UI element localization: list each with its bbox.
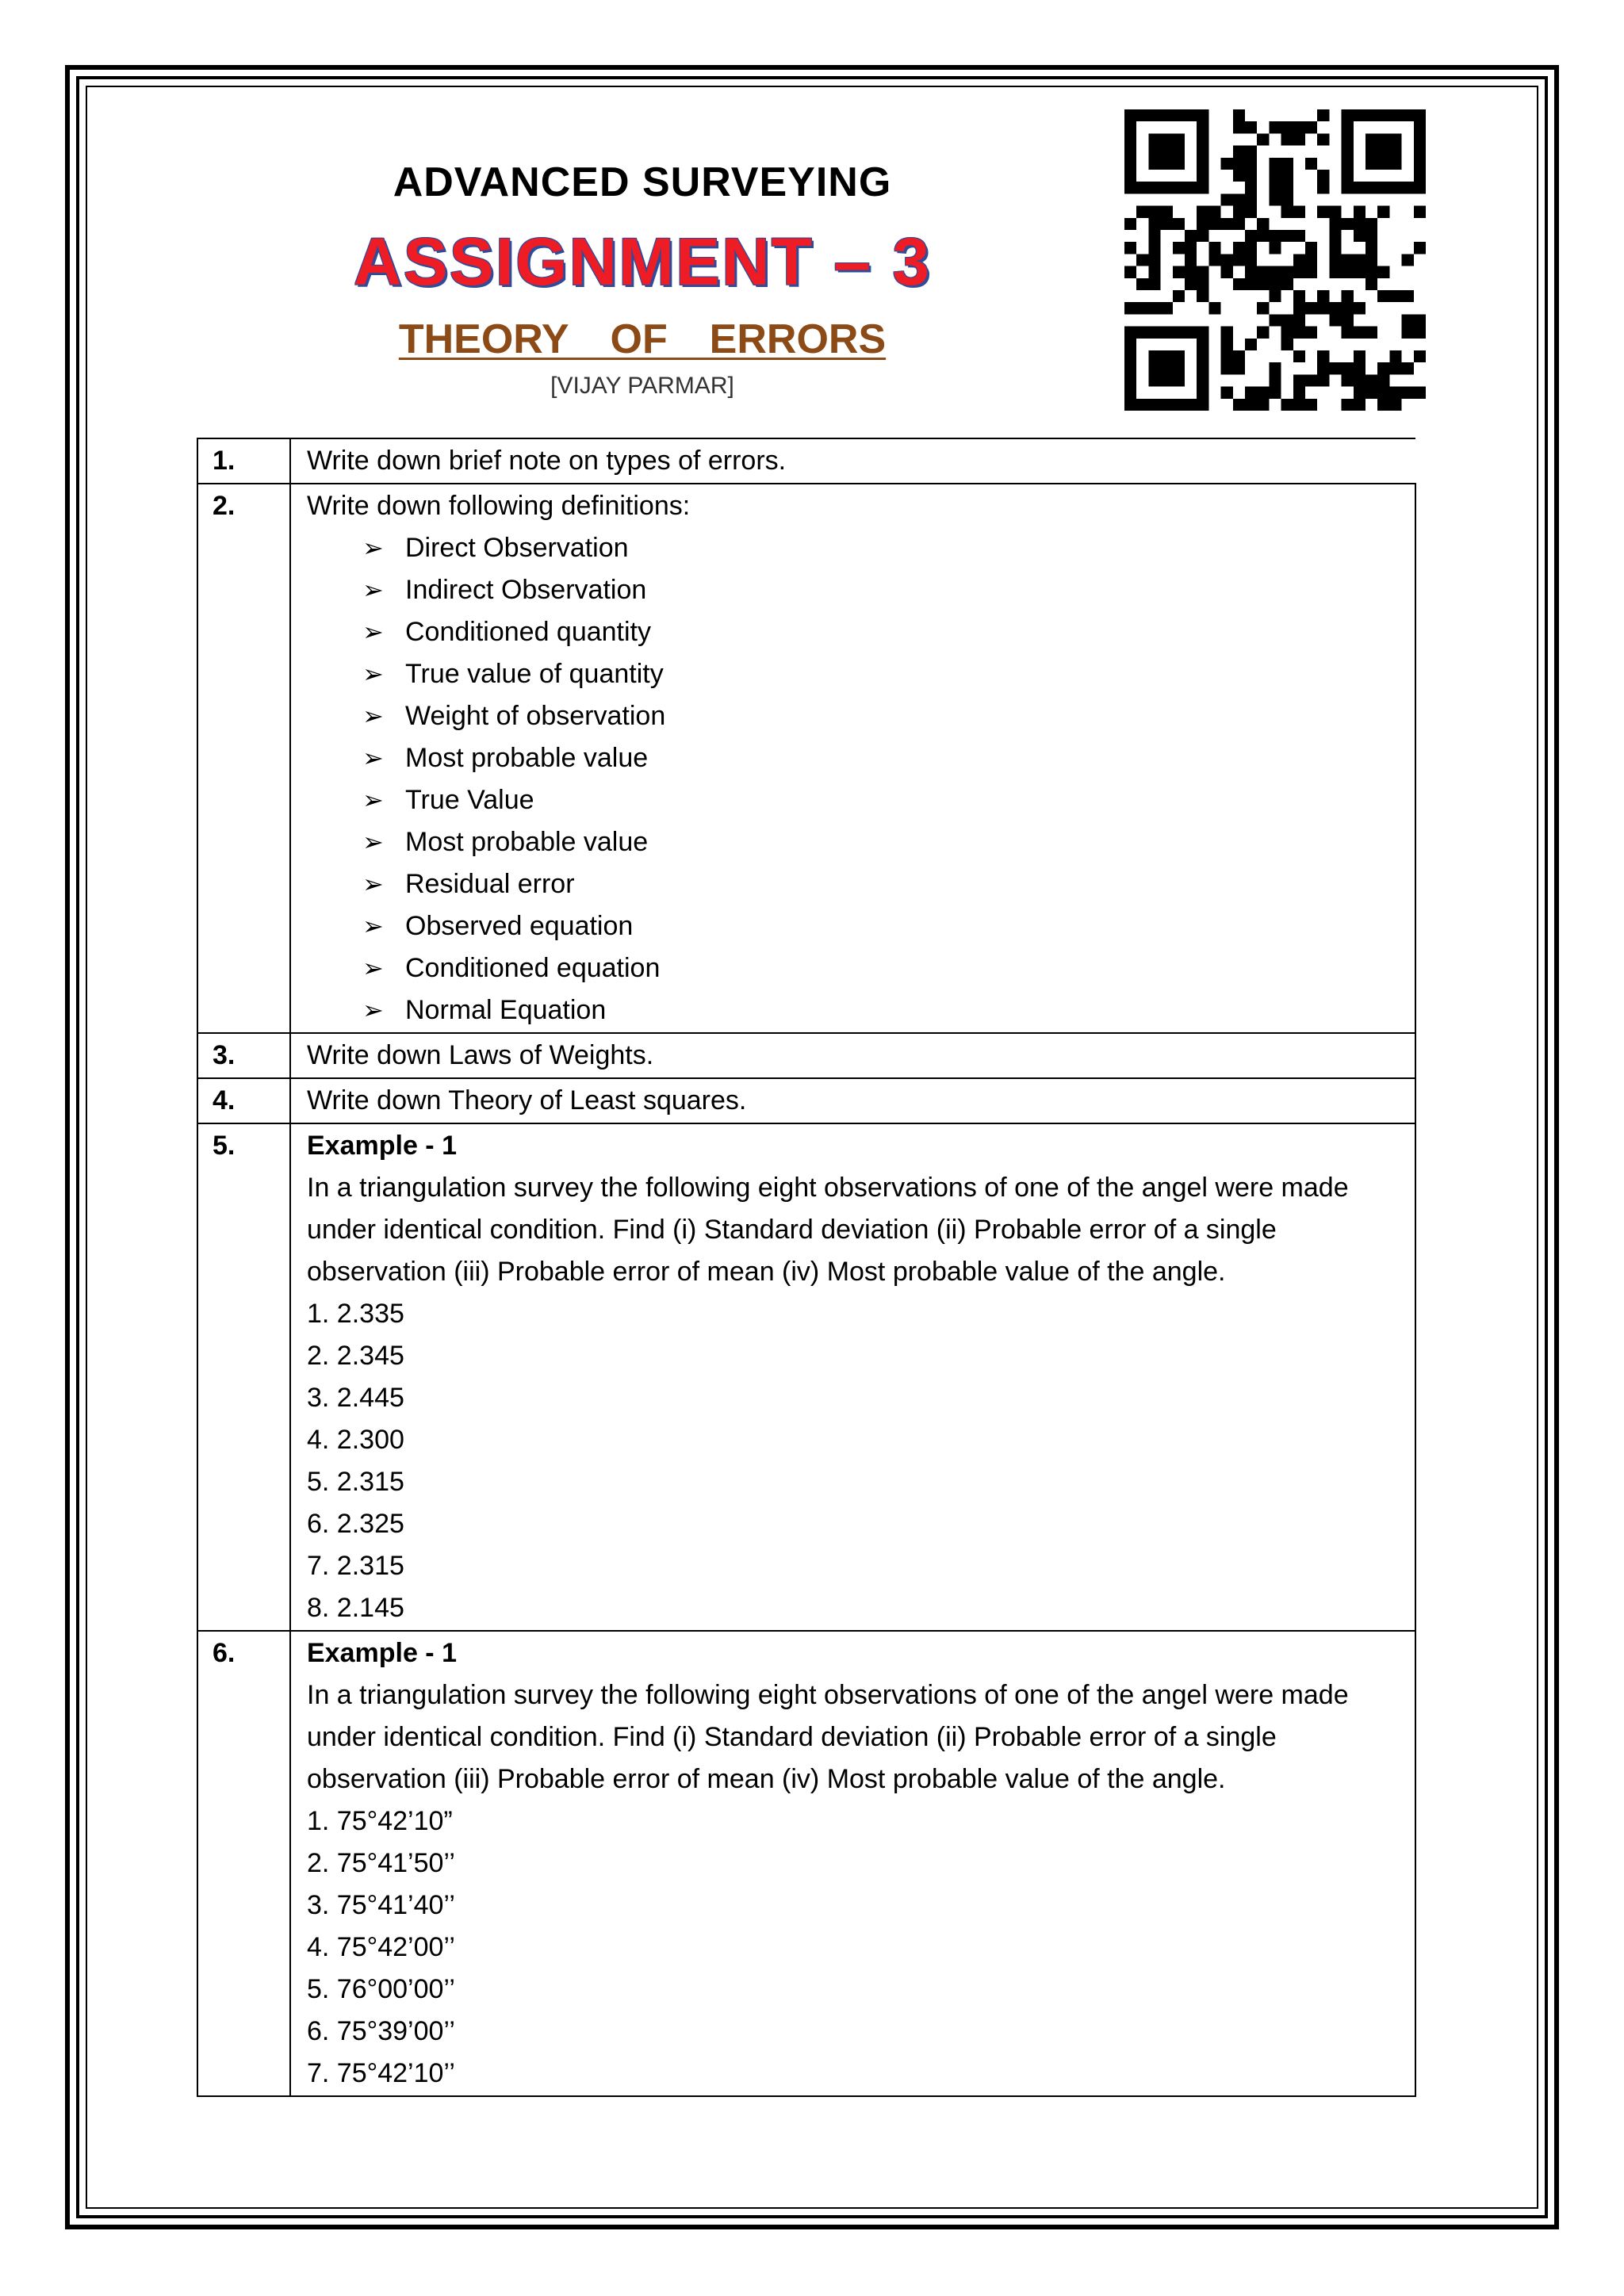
observation-item: 6. 75°39’00’’ — [307, 2016, 455, 2046]
question-text: Write down Theory of Least squares. — [290, 1078, 1415, 1123]
definition-item: ➢ Direct Observation — [362, 527, 1405, 569]
question-row — [197, 1033, 1415, 1078]
arrowhead-bullet-icon: ➢ — [362, 828, 384, 856]
arrowhead-bullet-icon: ➢ — [362, 702, 384, 730]
arrowhead-bullet-icon: ➢ — [362, 534, 384, 562]
definition-item: ➢ Conditioned quantity — [362, 611, 1405, 653]
observation-item: 3. 75°41’40’’ — [307, 1890, 455, 1920]
observation-item: 1. 75°42’10” — [307, 1806, 453, 1836]
question-row — [197, 1078, 1415, 1123]
observation-item: 4. 75°42’00’’ — [307, 1932, 455, 1962]
definition-item: ➢ Normal Equation — [362, 989, 1405, 1031]
observation-item: 8. 2.145 — [307, 1593, 404, 1623]
author-name: [VIJAY PARMAR] — [550, 373, 734, 399]
arrowhead-bullet-icon: ➢ — [362, 576, 384, 604]
definition-item: ➢ Indirect Observation — [362, 569, 1405, 611]
observation-item: 6. 2.325 — [307, 1509, 404, 1539]
question-number: 1. — [197, 438, 290, 484]
question-text: Write down Laws of Weights. — [290, 1033, 1415, 1078]
observation-item: 2. 2.345 — [307, 1341, 404, 1371]
question-row — [197, 1123, 1415, 1631]
example-cell — [290, 1123, 1415, 1631]
course-title: ADVANCED SURVEYING — [393, 159, 892, 205]
arrowhead-bullet-icon: ➢ — [362, 744, 384, 772]
observation-item: 7. 2.315 — [307, 1551, 404, 1581]
observation-item: 5. 2.315 — [307, 1467, 404, 1497]
topic-title: THEORY OF ERRORS — [398, 316, 887, 362]
definition-item: ➢ True value of quantity — [362, 653, 1405, 695]
example-title: Example - 1 — [307, 1638, 457, 1668]
definition-item: ➢ True Value — [362, 779, 1405, 821]
question-number: 4. — [197, 1078, 290, 1123]
observation-item: 2. 75°41’50’’ — [307, 1848, 455, 1878]
arrowhead-bullet-icon: ➢ — [362, 954, 384, 982]
question-text: Write down following definitions: — [307, 491, 691, 521]
definitions-list — [307, 527, 1405, 1031]
question-number: 6. — [197, 1631, 290, 2096]
arrowhead-bullet-icon: ➢ — [362, 912, 384, 940]
observations-list — [307, 1800, 1405, 2095]
definition-item: ➢ Weight of observation — [362, 695, 1405, 737]
definition-item: ➢ Most probable value — [362, 737, 1405, 779]
qr-code-icon — [1124, 109, 1426, 411]
observation-item: 5. 76°00’00’’ — [307, 1974, 455, 2004]
observations-list — [307, 1293, 1405, 1629]
question-cell — [290, 484, 1415, 1033]
definition-item: ➢ Residual error — [362, 863, 1405, 905]
arrowhead-bullet-icon: ➢ — [362, 618, 384, 646]
question-row — [197, 484, 1415, 1033]
questions-table — [197, 438, 1416, 2097]
question-number: 5. — [197, 1123, 290, 1631]
question-number: 3. — [197, 1033, 290, 1078]
question-text: Write down brief note on types of errors. — [290, 438, 1415, 484]
example-cell — [290, 1631, 1415, 2096]
arrowhead-bullet-icon: ➢ — [362, 996, 384, 1024]
question-row — [197, 438, 1415, 484]
arrowhead-bullet-icon: ➢ — [362, 786, 384, 814]
assignment-title: ASSIGNMENT – 3 — [353, 224, 932, 299]
definition-item: ➢ Observed equation — [362, 905, 1405, 947]
question-number: 2. — [197, 484, 290, 1033]
observation-item: 7. 75°42’10’’ — [307, 2058, 455, 2088]
observation-item: 3. 2.445 — [307, 1383, 404, 1413]
definition-item: ➢ Conditioned equation — [362, 947, 1405, 989]
arrowhead-bullet-icon: ➢ — [362, 660, 384, 688]
arrowhead-bullet-icon: ➢ — [362, 870, 384, 898]
question-row — [197, 1631, 1415, 2096]
example-statement: In a triangulation survey the following eight observations of one of the angel were made under identical condition. Find (i) Standard deviation (ii) Probable error of a single observation (iii) Probable error of mean (iv) Most probable value of the angle. — [307, 1173, 1349, 1287]
definition-item: ➢ Most probable value — [362, 821, 1405, 863]
example-title: Example - 1 — [307, 1131, 457, 1161]
observation-item: 1. 2.335 — [307, 1299, 404, 1329]
example-statement: In a triangulation survey the following eight observations of one of the angel were made under identical condition. Find (i) Standard deviation (ii) Probable error of a single observation (iii) Probable error of mean (iv) Most probable value of the angle. — [307, 1680, 1349, 1794]
observation-item: 4. 2.300 — [307, 1425, 404, 1455]
